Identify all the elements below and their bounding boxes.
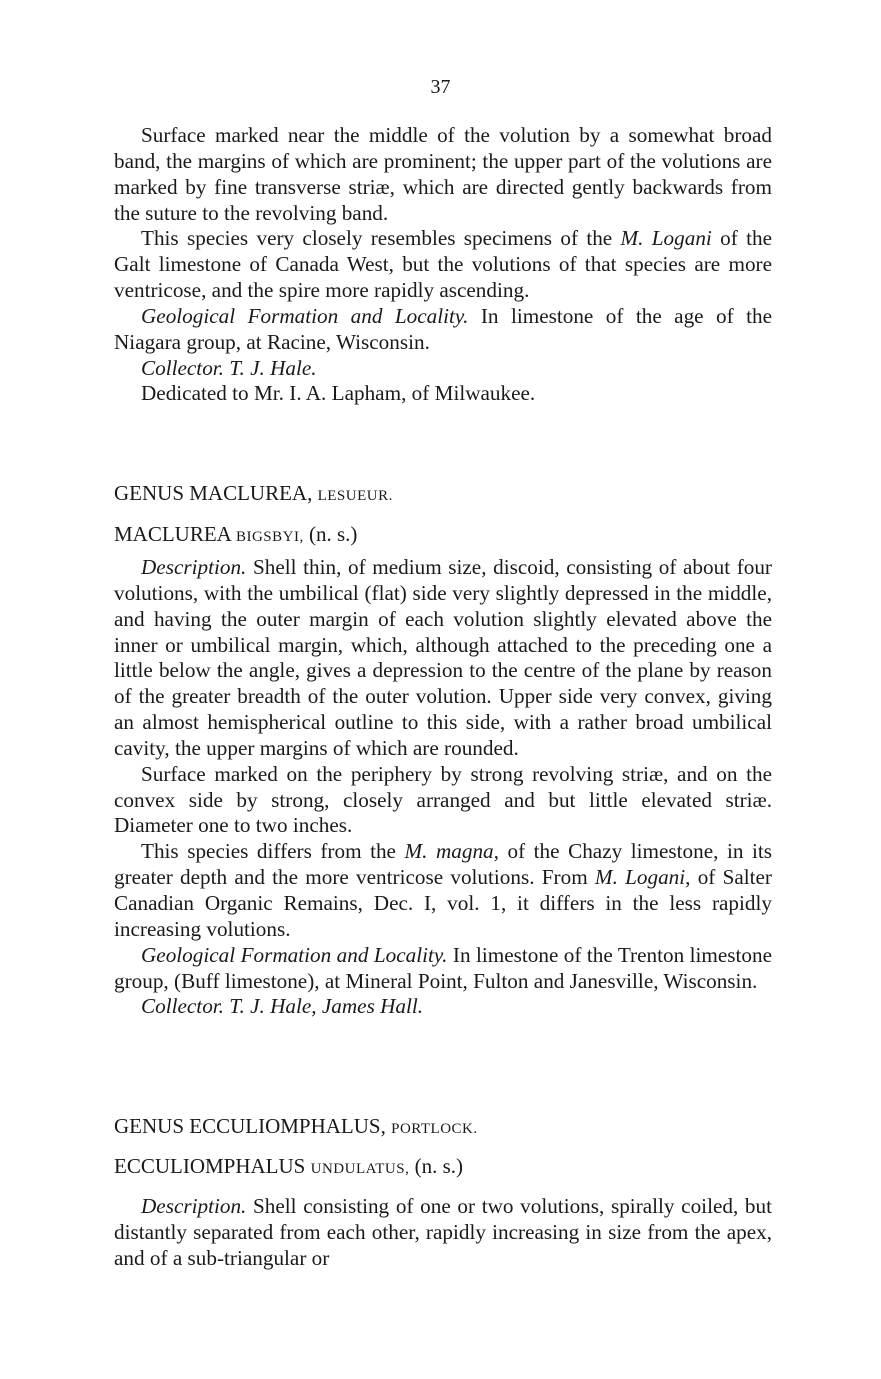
surface-paragraph: Surface marked on the periphery by strong revolving striæ, and on the convex side by strong, closely arranged and but little elevated striæ. Diameter one to two inches. <box>114 761 772 838</box>
description-text: Shell consisting of one or two volutions, spirally coiled, but distantly separated from each other, rapidly increasing in size from the apex, and of a sub-triangular or <box>114 1194 772 1270</box>
species-ref-m-logani: M. Logani <box>620 226 712 251</box>
genus-name: GENUS ECCULIOMPHALUS, <box>114 1114 386 1138</box>
maclurea-bigsbyi-block <box>114 555 772 1020</box>
dedication-paragraph: Dedicated to Mr. I. A. Lapham, of Milwaukee. <box>141 381 536 406</box>
collector-label: Collector. <box>141 355 224 380</box>
locality-paragraph <box>114 304 772 356</box>
locality-label: Geological Formation and Locality. <box>141 942 448 967</box>
description-label: Description. <box>141 1194 247 1218</box>
ecculiomphalus-undulatus-block <box>114 1194 772 1272</box>
collector-paragraph <box>114 994 772 1020</box>
description-paragraph <box>114 555 772 762</box>
species-epithet: BIGSBYI, <box>235 529 304 545</box>
description-paragraph <box>114 1194 772 1272</box>
comparison-text-b: of the Galt limestone of Canada West, but the volutions of that species are more ventricose, and the spire more rapidly ascending. <box>114 226 772 303</box>
description-label: Description. <box>141 555 247 579</box>
species-heading-maclurea-bigsbyi <box>114 521 772 550</box>
surface-paragraph: Surface marked near the middle of the volution by a somewhat broad band, the margins of which are prominent; the upper part of the volutions are marked by fine transverse striæ, which are directed gently backwards from the suture to the revolving band. <box>114 123 772 225</box>
species-ref-m-magna: M. magna, <box>404 839 499 864</box>
genus-author: LESUEUR. <box>317 488 393 504</box>
species-ref-m-logani: M. Logani, <box>594 865 691 890</box>
collector-name: T. J. Hale. <box>223 355 317 380</box>
description-text: Shell thin, of medium size, discoid, consisting of about four volutions, with the umbilical (flat) side very slightly depressed in the middle, and having the outer margin of each volution slightly elevated above the inner or umbilical margin, which, although attached to the preceding one a little below the angle, gives a depression to the centre of the plane by reason of the greater breadth of the outer volution. Upper side very convex, giving an almost hemispherical outline to this side, with a rather broad umbilical cavity, the upper margins of which are rounded. <box>114 555 772 760</box>
comparison-paragraph <box>114 839 772 942</box>
genus-heading-ecculiomphalus <box>114 1113 772 1142</box>
maclurea-continuation-block <box>114 123 772 407</box>
species-genus: ECCULIOMPHALUS <box>114 1154 306 1178</box>
locality-text: In limestone of the age of the Niagara group, at Racine, Wisconsin. <box>114 303 772 354</box>
collector-names: T. J. Hale, James Hall. <box>223 994 424 1019</box>
genus-author: PORTLOCK. <box>391 1121 478 1137</box>
genus-heading-maclurea <box>114 480 772 509</box>
comparison-text-c: of Salter Canadian Organic Remains, Dec. I, vol. 1, it differs in the less rapidly increasing volutions. <box>114 865 772 941</box>
comparison-paragraph <box>114 226 772 304</box>
collector-paragraph <box>114 356 772 382</box>
comparison-text-a: This species very closely resembles specimens of the <box>141 226 621 251</box>
species-note: (n. s.) <box>414 1154 464 1178</box>
page-number: 37 <box>430 76 451 98</box>
collector-label: Collector. <box>141 994 224 1019</box>
locality-label: Geological Formation and Locality. <box>141 303 469 328</box>
species-heading-ecculiomphalus-undulatus <box>114 1153 772 1182</box>
comparison-text-b: of the Chazy limestone, in its greater depth and the more ventricose volutions. From <box>114 839 772 890</box>
comparison-text-a: This species differs from the <box>141 839 405 864</box>
locality-paragraph <box>114 943 772 995</box>
species-genus: MACLUREA <box>114 522 231 546</box>
species-epithet: UNDULATUS, <box>310 1161 410 1177</box>
species-note: (n. s.) <box>308 522 358 546</box>
genus-name: GENUS MACLUREA, <box>114 481 313 505</box>
locality-text: In limestone of the Trenton limestone group, (Buff limestone), at Mineral Point, Fulton and Janesville, Wisconsin. <box>114 942 772 993</box>
